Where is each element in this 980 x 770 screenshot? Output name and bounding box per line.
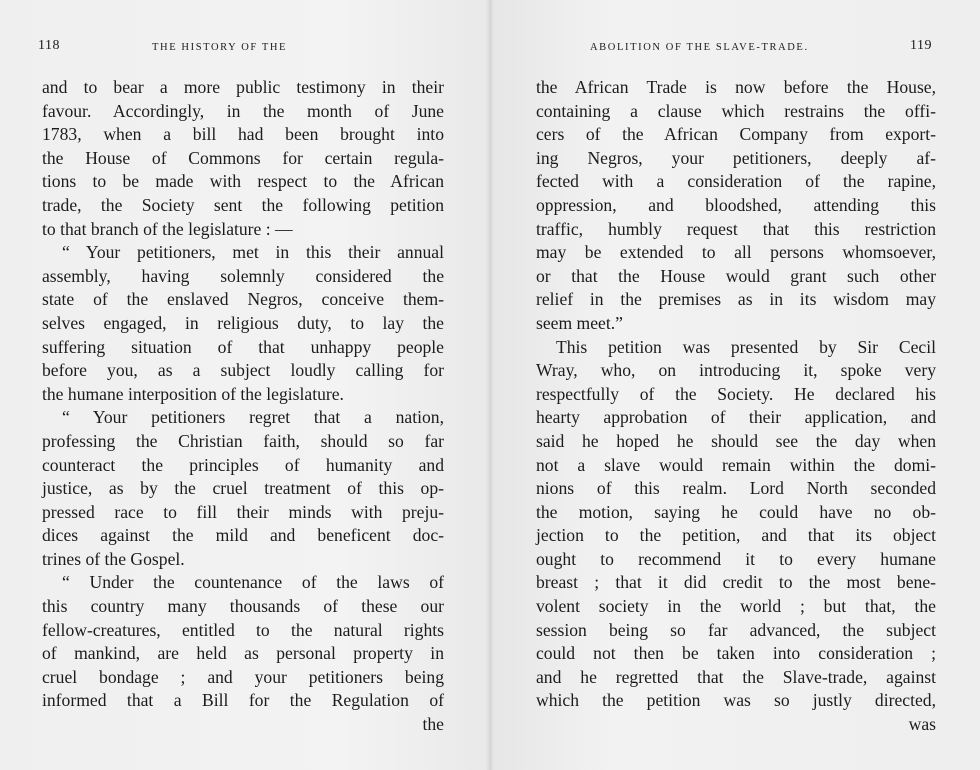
text-line [42, 619, 444, 643]
text-line-content: informed that a Bill for the Regulation of [42, 690, 444, 711]
text-line [536, 241, 936, 265]
text-line [42, 383, 444, 407]
text-line [536, 619, 936, 643]
text-line [42, 100, 444, 124]
text-line [42, 454, 444, 478]
text-line-content: of mankind, are held as personal property in [42, 643, 444, 664]
text-line-content: tions to be made with respect to the African [42, 171, 444, 192]
text-line [536, 548, 936, 572]
text-line-content: fellow-creatures, entitled to the natural rights [42, 619, 444, 640]
text-line [536, 359, 936, 383]
text-line-content: may be extended to all persons whomsoever, [536, 242, 936, 263]
text-line [536, 454, 936, 478]
text-line [536, 147, 936, 171]
text-line-content: “ Your petitioners regret that a nation, [62, 407, 444, 428]
text-line [536, 194, 936, 218]
body-text-left [42, 76, 444, 737]
text-line [42, 524, 444, 548]
text-line-content: trines of the Gospel. [42, 548, 185, 569]
text-line [536, 689, 936, 713]
text-line-content: this country many thousands of these our [42, 596, 444, 617]
text-line [42, 666, 444, 690]
text-line [42, 218, 444, 242]
text-line [536, 170, 936, 194]
book-gutter [486, 0, 494, 770]
text-line-content: justice, as by the cruel treatment of this op- [42, 478, 444, 499]
text-line [536, 265, 936, 289]
text-line [536, 123, 936, 147]
text-line [536, 430, 936, 454]
text-line-content: and to bear a more public testimony in their [42, 77, 444, 97]
text-line-content: trade, the Society sent the following petition [42, 194, 444, 215]
text-line-content: containing a clause which restrains the offi- [536, 100, 936, 121]
text-line-content: not a slave would remain within the domi- [536, 454, 936, 475]
text-line-content: This petition was presented by Sir Cecil [556, 336, 936, 357]
body-text-right [536, 76, 936, 737]
text-line [42, 713, 444, 737]
text-line-content: respectfully of the Society. He declared his [536, 383, 936, 404]
text-line [42, 288, 444, 312]
text-line-content: nions of this realm. Lord North seconded [536, 478, 936, 499]
text-line [42, 477, 444, 501]
text-line [42, 312, 444, 336]
text-line [536, 383, 936, 407]
text-line-content: the African Trade is now before the House, [536, 77, 936, 97]
text-line [536, 312, 936, 336]
text-line-content: favour. Accordingly, in the month of June [42, 100, 444, 121]
text-line [536, 76, 936, 100]
text-line-content: the humane interposition of the legislature. [42, 383, 344, 404]
text-line-content: session being so far advanced, the subject [536, 619, 936, 640]
text-line-content: the [422, 714, 444, 735]
text-line [42, 548, 444, 572]
text-line [42, 406, 444, 430]
text-line [536, 477, 936, 501]
text-line-content: cers of the African Company from export- [536, 124, 936, 145]
text-line-content: dices against the mild and beneficent doc- [42, 525, 444, 546]
running-head-left: THE HISTORY OF THE [152, 42, 288, 53]
running-head-right: ABOLITION OF THE SLAVE-TRADE. [590, 42, 809, 53]
page-number-left: 118 [38, 38, 60, 53]
text-line-content: fected with a consideration of the rapine, [536, 171, 936, 192]
text-line [42, 501, 444, 525]
text-line-content: suffering situation of that unhappy people [42, 336, 444, 357]
text-line [42, 194, 444, 218]
text-line-content: Wray, who, on introducing it, spoke very [536, 360, 936, 381]
text-line-content: seem meet.” [536, 312, 623, 333]
text-line-content: the House of Commons for certain regula- [42, 147, 444, 168]
text-line-content: “ Under the countenance of the laws of [62, 572, 444, 593]
text-line-content: pressed race to fill their minds with preju- [42, 501, 444, 522]
text-line [536, 595, 936, 619]
text-line-content: cruel bondage ; and your petitioners being [42, 666, 444, 687]
text-line [536, 666, 936, 690]
text-line [536, 713, 936, 737]
text-line [536, 218, 936, 242]
text-line-content: traffic, humbly request that this restriction [536, 218, 936, 239]
text-line [42, 642, 444, 666]
text-line-content: professing the Christian faith, should so far [42, 430, 444, 451]
text-line [536, 571, 936, 595]
text-line-content: assembly, having solemnly considered the [42, 265, 444, 286]
text-line [42, 571, 444, 595]
text-line-content: ought to recommend it to every humane [536, 548, 936, 569]
text-line-content: which the petition was so justly directed, [536, 690, 936, 711]
text-line [42, 595, 444, 619]
text-line [536, 524, 936, 548]
text-line-content: was [908, 714, 936, 735]
text-line-content: jection to the petition, and that its object [536, 525, 936, 546]
text-line [42, 170, 444, 194]
text-line-content: 1783, when a bill had been brought into [42, 124, 444, 145]
text-line-content: counteract the principles of humanity and [42, 454, 444, 475]
right-page [490, 0, 980, 770]
page-number-right: 119 [910, 38, 932, 53]
text-line-content: volent society in the world ; but that, the [536, 596, 936, 617]
text-line-content: ing Negros, your petitioners, deeply af- [536, 147, 936, 168]
text-line [536, 406, 936, 430]
text-line [42, 147, 444, 171]
text-line [536, 100, 936, 124]
text-line [536, 336, 936, 360]
text-line-content: “ Your petitioners, met in this their annual [62, 242, 444, 263]
text-line-content: breast ; that it did credit to the most bene- [536, 572, 936, 593]
text-line-content: state of the enslaved Negros, conceive them- [42, 289, 444, 310]
text-line-content: before you, as a subject loudly calling for [42, 360, 444, 381]
text-line-content: relief in the premises as in its wisdom may [536, 289, 936, 310]
text-line [42, 241, 444, 265]
text-line-content: selves engaged, in religious duty, to lay the [42, 312, 444, 333]
text-line [536, 288, 936, 312]
text-line-content: to that branch of the legislature : — [42, 218, 293, 239]
text-line [42, 76, 444, 100]
text-line [536, 642, 936, 666]
text-line [42, 336, 444, 360]
text-line-content: said he hoped he should see the day when [536, 430, 936, 451]
text-line [42, 689, 444, 713]
text-line-content: and he regretted that the Slave-trade, against [536, 666, 936, 687]
text-line-content: the motion, saying he could have no ob- [536, 501, 936, 522]
text-line [42, 123, 444, 147]
text-line-content: oppression, and bloodshed, attending this [536, 194, 936, 215]
text-line [42, 359, 444, 383]
text-line [536, 501, 936, 525]
text-line-content: could not then be taken into consideration ; [536, 643, 936, 664]
text-line [42, 430, 444, 454]
text-line-content: or that the House would grant such other [536, 265, 936, 286]
text-line-content: hearty approbation of their application, and [536, 407, 936, 428]
text-line [42, 265, 444, 289]
